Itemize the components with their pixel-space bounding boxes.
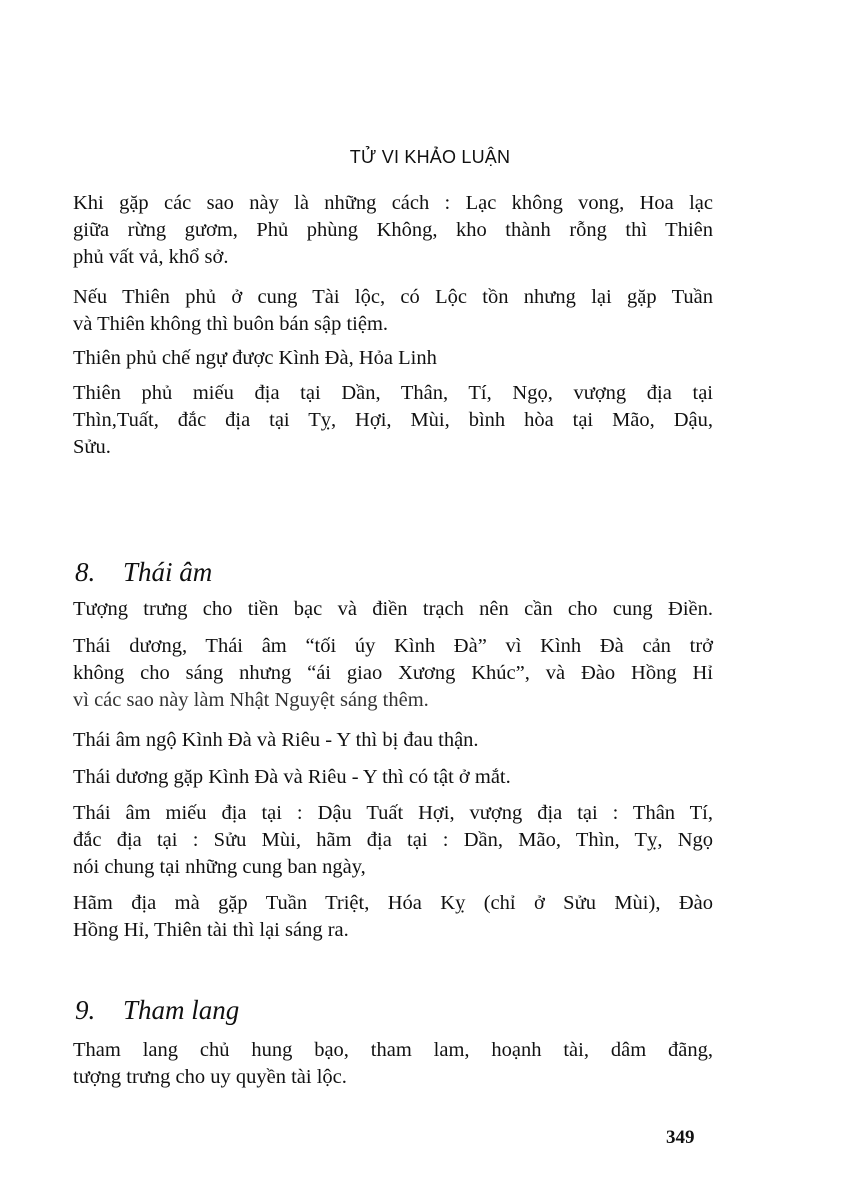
text-line: vì các sao này làm Nhật Nguyệt sáng thêm.: [73, 689, 429, 711]
paragraph: [73, 380, 713, 461]
text-line: đắc địa tại : Sửu Mùi, hãm địa tại : Dần, Mão, Thìn, Tỵ, Ngọ: [73, 829, 713, 851]
text-line: Khi gặp các sao này là những cách : Lạc không vong, Hoa lạc: [73, 192, 713, 214]
text-line: Hồng Hỉ, Thiên tài thì lại sáng ra.: [73, 919, 349, 941]
page-number: 349: [666, 1127, 695, 1148]
text-line: phủ vất vả, khổ sở.: [73, 246, 229, 268]
paragraph: [73, 727, 713, 754]
section-title: Tham lang: [123, 995, 240, 1025]
text-line: Thìn,Tuất, đắc địa tại Tỵ, Hợi, Mùi, bình hòa tại Mão, Dậu,: [73, 409, 713, 431]
text-line: Thái dương gặp Kình Đà và Riêu - Y thì có tật ở mắt.: [73, 766, 511, 788]
paragraph: [73, 800, 713, 881]
paragraph: [73, 596, 713, 623]
paragraph: [73, 1037, 713, 1091]
text-line: Nếu Thiên phủ ở cung Tài lộc, có Lộc tồn nhưng lại gặp Tuần: [73, 286, 713, 308]
text-line: giữa rừng gươm, Phủ phùng Không, kho thành rỗng thì Thiên: [73, 219, 713, 241]
text-line: và Thiên không thì buôn bán sập tiệm.: [73, 313, 389, 335]
text-line: Thái âm miếu địa tại : Dậu Tuất Hợi, vượng địa tại : Thân Tí,: [73, 802, 713, 824]
paragraph: [73, 633, 713, 714]
running-head: TỬ VI KHẢO LUẬN: [349, 147, 511, 167]
paragraph: [73, 345, 713, 372]
paragraph: [73, 764, 713, 791]
text-line: Thiên phủ chế ngự được Kình Đà, Hỏa Linh: [73, 347, 437, 369]
text-line: Thiên phủ miếu địa tại Dần, Thân, Tí, Ngọ, vượng địa tại: [73, 382, 713, 404]
paragraph: [73, 190, 713, 271]
text-line: Thái âm ngộ Kình Đà và Riêu - Y thì bị đau thận.: [73, 729, 479, 751]
paragraph: [73, 284, 713, 338]
section-title: Thái âm: [123, 557, 213, 587]
section-heading-9: [75, 994, 239, 1026]
text-line: không cho sáng nhưng “ái giao Xương Khúc”, và Đào Hồng Hỉ: [73, 662, 713, 684]
text-line: Tham lang chủ hung bạo, tham lam, hoạnh tài, dâm đãng,: [73, 1039, 713, 1061]
section-number: 8.: [75, 557, 96, 587]
paragraph: [73, 890, 713, 944]
text-line: Thái dương, Thái âm “tối úy Kình Đà” vì Kình Đà cản trở: [73, 635, 713, 657]
text-line: Tượng trưng cho tiền bạc và điền trạch nên cần cho cung Điền.: [73, 598, 713, 620]
text-line: nói chung tại những cung ban ngày,: [73, 856, 366, 878]
text-line: Hãm địa mà gặp Tuần Triệt, Hóa Kỵ (chỉ ở Sửu Mùi), Đào: [73, 892, 713, 914]
section-number: 9.: [75, 995, 96, 1025]
text-line: Sửu.: [73, 436, 111, 458]
text-line: tượng trưng cho uy quyền tài lộc.: [73, 1066, 347, 1088]
section-heading-8: [75, 556, 212, 588]
